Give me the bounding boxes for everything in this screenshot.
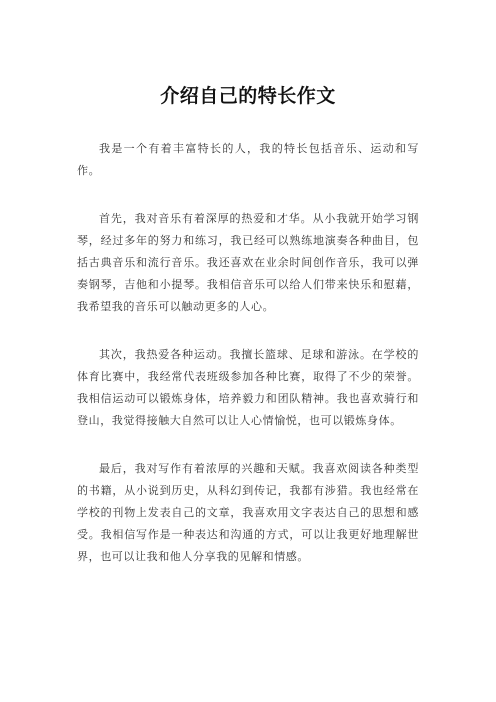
paragraph-sports: 其次，我热爱各种运动。我擅长篮球、足球和游泳。在学校的体育比赛中，我经常代表班级参加各种比赛，取得了不少的荣誉。我相信运动可以锻炼身体，培养毅力和团队精神。我也喜欢骑行和登山，我觉得接触大自然可以让人心情愉悦，也可以锻炼身体。	[77, 348, 419, 427]
paragraph-writing: 最后，我对写作有着浓厚的兴趣和天赋。我喜欢阅读各种类型的书籍，从小说到历史，从科幻到传记，我都有涉猎。我也经常在学校的刊物上发表自己的文章，我喜欢用文字表达自己的思想和感受。我相信写作是一种表达和沟通的方式，可以让我更好地理解世界，也可以让我和他人分享我的见解和情感。	[77, 462, 419, 563]
paragraph-music: 首先，我对音乐有着深厚的热爱和才华。从小我就开始学习钢琴，经过多年的努力和练习，我已经可以熟练地演奏各种曲目，包括古典音乐和流行音乐。我还喜欢在业余时间创作音乐，我可以弹奏钢琴，吉他和小提琴。我相信音乐可以给人们带来快乐和慰藉，我希望我的音乐可以触动更多的人心。	[77, 212, 419, 313]
page-title: 介绍自己的特长作文	[160, 85, 336, 107]
paragraph-intro: 我是一个有着丰富特长的人，我的特长包括音乐、运动和写作。	[77, 142, 419, 177]
